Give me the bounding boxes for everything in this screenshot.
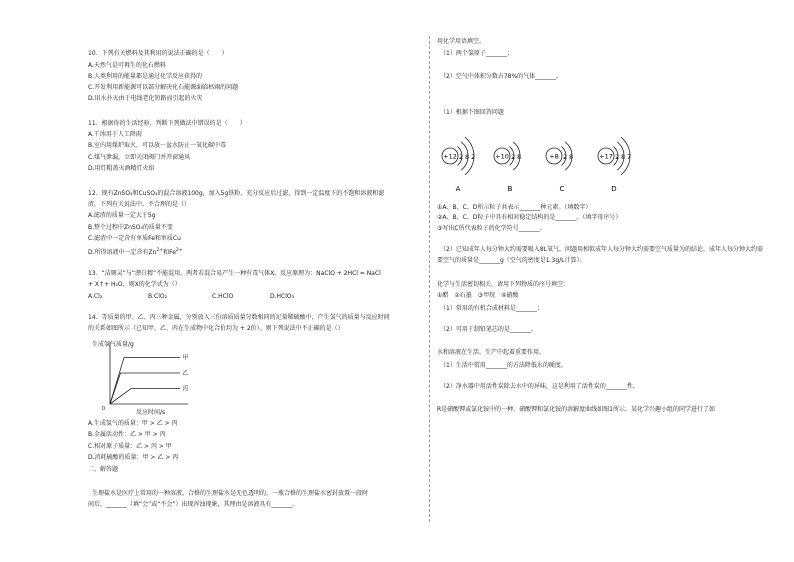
chem-symbols-q1: （1）两个氢原子_______； bbox=[440, 50, 513, 57]
q10-option-a: A.天然气是可再生的化石燃料 bbox=[88, 62, 166, 69]
chart-series-group bbox=[110, 354, 188, 405]
atom-structure-diagrams bbox=[436, 134, 646, 196]
chem-symbols-intro: 用化学用语填空。 bbox=[437, 38, 486, 45]
chart-origin-label: 0 bbox=[102, 406, 106, 412]
q12-option-c: C.滤渣中一定含有单质Fe和单质Cu bbox=[88, 235, 181, 242]
nucleus-charge: +10 bbox=[495, 152, 509, 161]
chart-series-label-3: 丙 bbox=[182, 385, 189, 393]
q11-option-b: B.室内用煤炉取火，可以放一盆水防止一氧化碳中毒 bbox=[88, 142, 227, 149]
section-heading-answer: 二、解答题 bbox=[88, 466, 119, 473]
chart-x-axis-label: 反应时间/s bbox=[136, 409, 166, 416]
nucleus-charge: +8 bbox=[549, 152, 559, 161]
air-mass-question-line1: （2）已知成年人每分钟大约需要吸入8L氧气。问题用相似成年人每分钟大约需要空气质量为的结论，成年人每分钟大约需 bbox=[440, 246, 763, 253]
saline-question-line1: 生理盐水是医疗上常用的一种溶液，合格的生理盐水是无色透明的。一瓶合格的生理盐水密封放置一段时 bbox=[92, 490, 369, 497]
electron-count: 8 bbox=[621, 153, 626, 161]
electron-count: 2 bbox=[471, 153, 476, 161]
q13-option-a: A.Cl₂ bbox=[88, 293, 103, 300]
atom-subq-1: ①A、B、C、D所示粒子共表示_______种元素。（填数字） bbox=[437, 204, 592, 211]
q14-stem-line2: 的关系如图所示（已知甲、乙、丙在生成物中化合价均为 + 2价）。则下列说法中不正确的是（） bbox=[88, 325, 344, 332]
chem-symbols-q2: （2）空气中体积分数占78%的气体_______。 bbox=[440, 73, 563, 80]
electron-count: 8 bbox=[569, 153, 574, 161]
q13-stem-line1: 13．“洁厕灵”与“漂白精”不能混用，两者若混合易产生一种有毒气体X，反应原理为：NaClO + 2HCl = NaCl bbox=[88, 270, 381, 277]
q13-option-d: D.HClO₃ bbox=[270, 293, 295, 300]
q14-option-b: B.金属活动性：乙 > 甲 > 丙 bbox=[88, 431, 166, 438]
atom-diagram-C bbox=[546, 142, 573, 193]
atom-label: A bbox=[455, 185, 461, 193]
electron-count: 2 bbox=[615, 153, 620, 161]
electron-count: 8 bbox=[517, 153, 522, 161]
q10-option-d: D.用水扑灭由于电线老化短路而引起的火灾 bbox=[88, 95, 203, 102]
q12-stem-line1: 12．现有ZnSO₄和CuSO₄的混合溶液100g，加入5g铁粉，充分反应后过滤，得到一定温度下的不饱和溶液和滤 bbox=[88, 190, 385, 197]
atom-label: C bbox=[559, 185, 565, 193]
atom-diagram-A bbox=[442, 137, 475, 193]
chart-series-label-2: 乙 bbox=[182, 370, 189, 377]
solubility-question: R是硝酸钾或氯化铵中的一种，硝酸钾和氯化铵的溶解度曲线如图1所示。某化学兴趣小组的同学进行了如 bbox=[437, 406, 715, 413]
chart-series-line-1 bbox=[110, 358, 180, 405]
q13-option-b: B.ClO₂ bbox=[148, 293, 168, 300]
electron-count: 2 bbox=[563, 153, 568, 161]
q14-hydrogen-chart bbox=[88, 332, 208, 416]
q14-stem-line1: 14．等质量的甲、乙、丙三种金属，分别放入三份溶质质量分数相同的足量稀硫酸中，产生氢气的质量与反应时间 bbox=[88, 314, 390, 321]
atom-figure-question: （1）根据下图回答问题 bbox=[440, 109, 504, 116]
air-mass-question-line2: 要空气的质量是_______g（空气的密度是1.3g/L计算）。 bbox=[437, 257, 586, 264]
electron-count: 8 bbox=[465, 153, 470, 161]
q10-stem: 10．下列有关燃料及其利用的说法正确的是（ ） bbox=[88, 50, 228, 57]
electron-count: 2 bbox=[459, 153, 464, 161]
q11-stem: 11．根据你的生活经验，判断下列做法中错误的是（ ） bbox=[88, 120, 246, 127]
q11-option-c: C.煤气泄漏，立即关闭阀门并开窗通风 bbox=[88, 154, 191, 161]
chart-y-axis-label: 生成氢气质量/g bbox=[92, 341, 134, 348]
saline-question-line2: 间后，_______（填“会”或“不会”）出现浑浊现象，其理由是溶液具有_______。 bbox=[88, 501, 299, 508]
water-q2: （2）净水器中用活性炭除去水中的异味，这是利用了活性炭的_______性。 bbox=[440, 383, 639, 390]
atom-subq-3: ③写出C所代表粒子的化学符号_______。 bbox=[437, 225, 546, 232]
q11-option-a: A.干冰用于人工降雨 bbox=[88, 131, 142, 138]
q13-stem-line2: + X↑+ H₂O，则X的化学式为（） bbox=[88, 281, 181, 288]
atom-subq-2: ②A、B、C、D粒子中具有相对稳定结构的是_______。（填字母序号） bbox=[437, 214, 622, 221]
materials-options: ①醋 ②石墨 ③甲烷 ④硝酸 bbox=[437, 292, 519, 299]
q10-option-b: B.人类利用的能量都是通过化学反应获得的 bbox=[88, 73, 203, 80]
atom-label: D bbox=[611, 185, 617, 193]
water-intro: 水和溶液在生活、生产中起着重要作用。 bbox=[437, 349, 546, 356]
materials-q2: （2）可用于制铅笔芯的是_______。 bbox=[440, 326, 537, 333]
atom-label: B bbox=[507, 185, 513, 193]
water-q1: （1）生活中常用_______的方法降低水的硬度。 bbox=[440, 362, 567, 369]
chart-series-line-3 bbox=[110, 389, 180, 405]
nucleus-charge: +12 bbox=[443, 152, 457, 161]
q14-option-a: A.生成氢气的质量：甲 > 乙 > 丙 bbox=[88, 420, 178, 427]
materials-intro: 化学与生活密切相关，请用下列物质的序号填空： bbox=[437, 281, 570, 288]
atom-diagram-D bbox=[598, 137, 631, 193]
q14-option-c: C.相对原子质量：乙 > 丙 > 甲 bbox=[88, 443, 172, 450]
q14-option-d: D.消耗硫酸的质量：甲 > 乙 > 丙 bbox=[88, 454, 179, 461]
q13-option-c: C.HClO bbox=[212, 293, 234, 300]
atom-diagram-B bbox=[494, 142, 521, 193]
chart-series-label-1: 甲 bbox=[182, 354, 189, 362]
materials-q1: （1）常用的有机合成材料是_______； bbox=[440, 305, 543, 312]
q12-option-a: A.滤渣的质量一定大于5g bbox=[88, 212, 156, 219]
electron-count: 7 bbox=[627, 153, 632, 161]
nucleus-charge: +17 bbox=[599, 152, 613, 161]
q12-stem-line2: 渣，下列有关说法中，不合理的是（） bbox=[88, 201, 191, 208]
q12-option-d: D.所得溶液中一定含有$Zn^{2+}$和$Fe^{2+}$ bbox=[88, 248, 183, 256]
q12-option-b: B.整个过程中ZnSO₄的质量不变 bbox=[88, 224, 173, 231]
column-divider bbox=[429, 36, 430, 522]
q10-option-c: C.开发利用新能源可以部分解决化石能源面临枯竭的问题 bbox=[88, 84, 239, 91]
electron-count: 2 bbox=[511, 153, 516, 161]
q11-option-d: D.用灯帽盖灭酒精灯火焰 bbox=[88, 165, 155, 172]
